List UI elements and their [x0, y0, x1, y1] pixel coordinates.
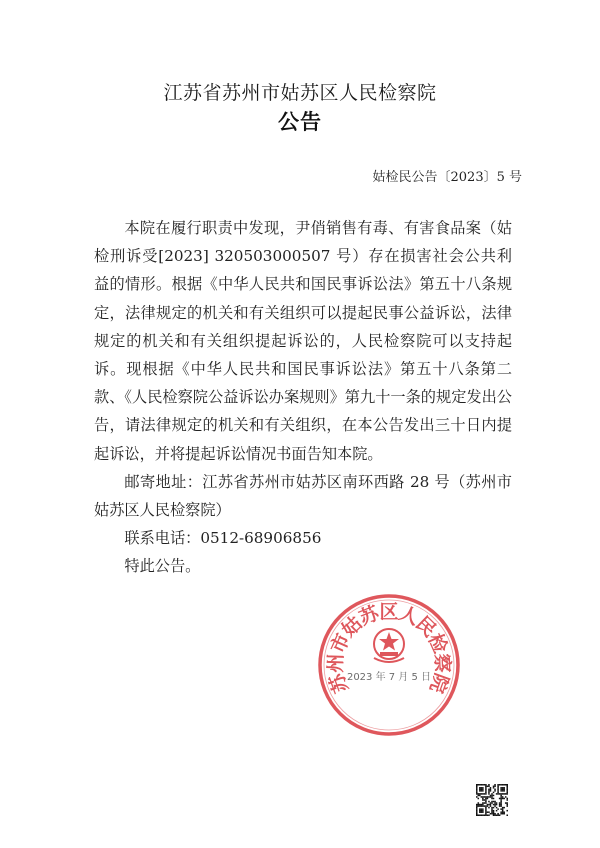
seal-date: 2023 年 7 月 5 日	[346, 672, 432, 683]
qr-code-graphic	[476, 784, 508, 816]
official-seal-graphic	[316, 592, 462, 738]
main-paragraph: 本院在履行职责中发现，尹俏销售有毒、有害食品案（姑检刑诉受[2023] 320503000507 号）存在损害社会公共利益的情形。根据《中华人民共和国民事诉讼法》第五十八条规定，法律规定的机关和有关组织可以提起民事公益诉讼，法律规定的机关和有关组织提起诉讼的，人民检察院可以支持起诉。现根据《中华人民共和国民事诉讼法》第五十八条第二款、《人民检察院公益诉讼办案规则》第九十一条的规定发出公告，请法律规定的机关和有关组织，在本公告发出三十日内提起诉讼，并将提起诉讼情况书面告知本院。	[94, 219, 512, 463]
national-emblem-icon	[374, 629, 404, 662]
contact-phone: 联系电话：0512-68906856	[124, 529, 322, 548]
seal-character: 检	[423, 630, 452, 657]
seal-character: 民	[411, 612, 441, 642]
document-title: 公告	[278, 110, 322, 134]
mailing-address: 邮寄地址：江苏省苏州市姑苏区南环西路 28 号（苏州市姑苏区人民检察院）	[94, 472, 512, 520]
seal-character: 苏	[325, 670, 353, 696]
document-number: 姑检民公告〔2023〕5 号	[372, 170, 522, 185]
seal-character: 州	[324, 653, 348, 674]
announcement-body	[94, 214, 512, 581]
seal-character: 人	[395, 602, 422, 630]
official-seal	[316, 592, 462, 738]
qr-code	[476, 784, 508, 816]
issuing-organization: 江苏省苏州市姑苏区人民检察院	[163, 82, 437, 104]
seal-character: 院	[425, 670, 453, 696]
seal-character: 市	[326, 630, 355, 657]
seal-character: 苏	[356, 602, 383, 630]
closing-statement: 特此公告。	[124, 557, 201, 576]
seal-character: 察	[430, 653, 454, 674]
seal-character: 姑	[337, 612, 367, 642]
seal-character: 区	[379, 601, 399, 623]
